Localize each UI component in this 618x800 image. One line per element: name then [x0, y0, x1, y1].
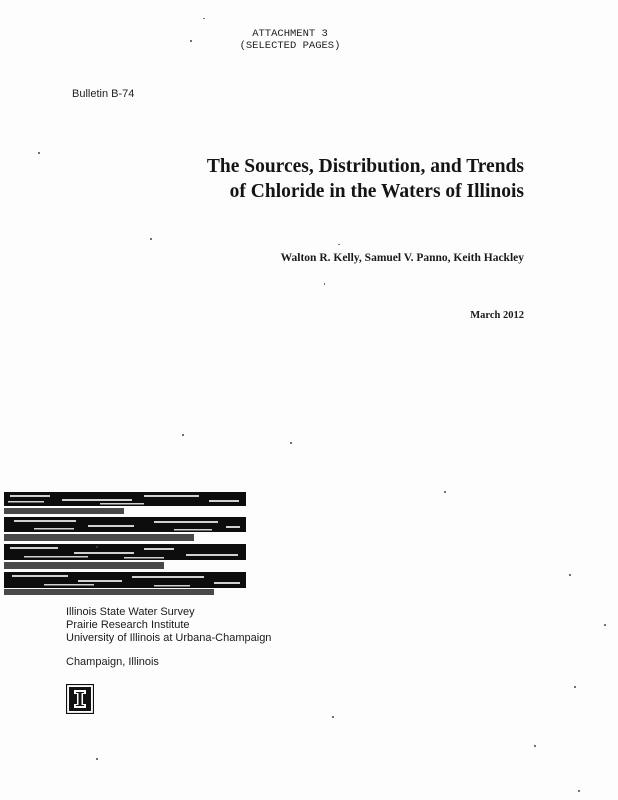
scan-speck: [332, 716, 334, 718]
scan-speck: [203, 18, 205, 19]
scan-speck: [182, 434, 184, 436]
publisher-block: [66, 606, 271, 645]
attachment-stamp: [210, 28, 370, 52]
selected-pages-label: (SELECTED PAGES): [239, 40, 341, 52]
scan-speck: [96, 758, 98, 760]
scan-speck: [150, 238, 152, 240]
scanned-text-block: [4, 492, 246, 596]
scan-speck: [38, 152, 40, 154]
scan-speck: [190, 40, 192, 42]
scan-speck: [578, 790, 580, 792]
title-line-1: The Sources, Distribution, and Trends: [206, 156, 524, 177]
publisher-prairie-institute: Prairie Research Institute: [66, 619, 190, 631]
title-line-2: of Chloride in the Waters of Illinois: [229, 181, 524, 202]
bulletin-number: Bulletin B-74: [72, 88, 135, 100]
publisher-water-survey: Illinois State Water Survey: [66, 606, 195, 618]
publication-date: March 2012: [470, 310, 524, 321]
scan-speck: [444, 491, 446, 493]
scan-speck: [574, 686, 576, 688]
document-title: [104, 154, 524, 204]
publisher-university: University of Illinois at Urbana-Champaign: [66, 632, 272, 644]
scan-speck: [338, 244, 340, 245]
publisher-city: Champaign, Illinois: [66, 656, 159, 668]
block-i-logo-icon: [66, 684, 94, 714]
authors: Walton R. Kelly, Samuel V. Panno, Keith Hackley: [280, 252, 524, 264]
scan-speck: [569, 574, 571, 576]
scan-speck: [604, 624, 606, 626]
scan-speck: [290, 442, 292, 444]
scan-speck: [324, 283, 325, 285]
scan-speck: [96, 546, 98, 548]
scan-speck: [534, 745, 536, 747]
attachment-label: ATTACHMENT 3: [252, 28, 328, 40]
